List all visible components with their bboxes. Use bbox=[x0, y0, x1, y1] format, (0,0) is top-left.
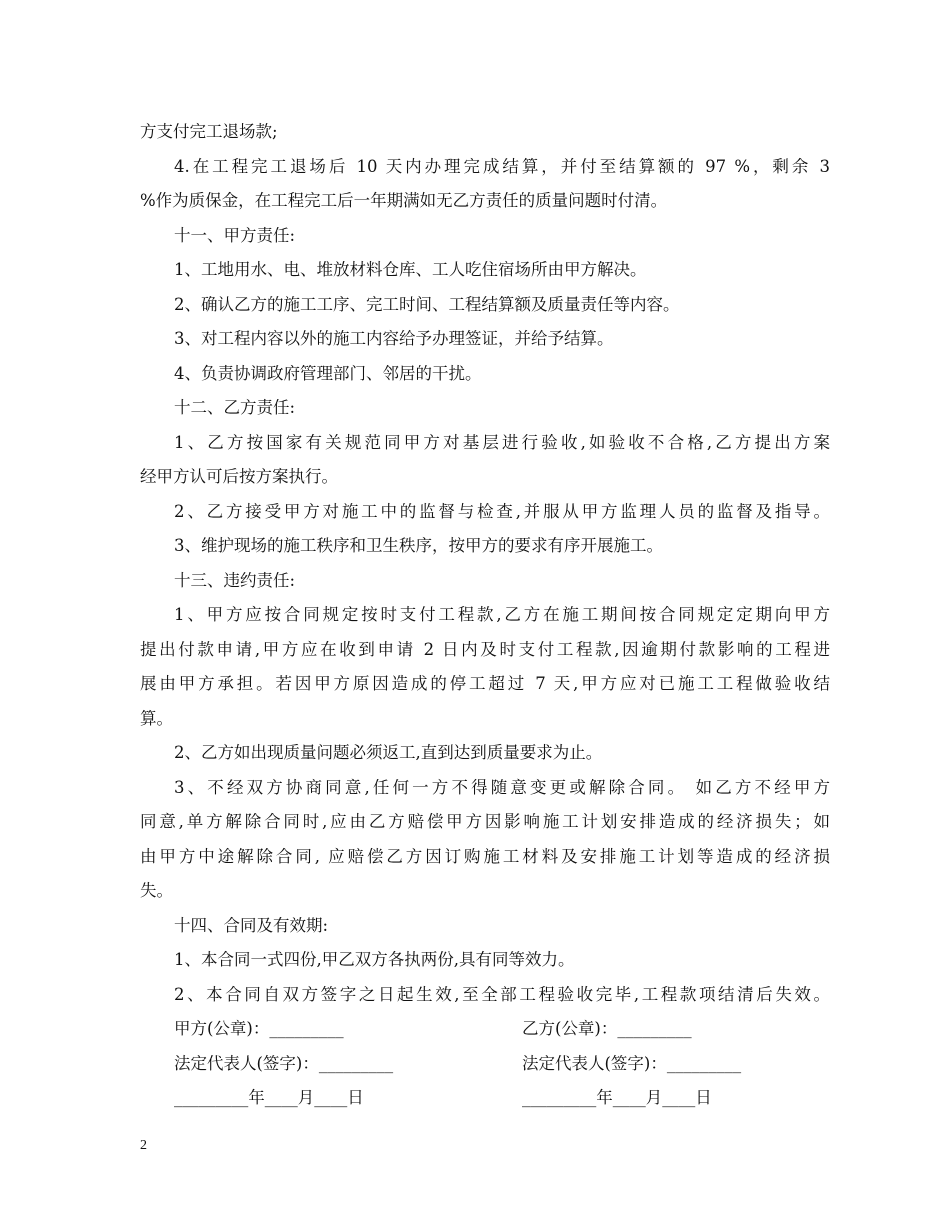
text-line: 十二、乙方责任: bbox=[174, 398, 296, 417]
text-line: 失。 bbox=[140, 881, 173, 900]
text-line: 2、确认乙方的施工工序、完工时间、工程结算额及质量责任等内容。 bbox=[174, 294, 680, 314]
text-line: 1、工地用水、电、堆放材料仓库、工人吃住宿场所由甲方解决。 bbox=[174, 260, 647, 279]
text-line: 1、乙方按国家有关规范同甲方对基层进行验收,如验收不合格,乙方提出方案 bbox=[174, 432, 830, 452]
party-b-representative-field: 法定代表人(签字)：_________ bbox=[522, 1053, 742, 1073]
text-line: 3、维护现场的施工秩序和卫生秩序，按甲方的要求有序开展施工。 bbox=[174, 536, 663, 555]
party-a-representative-field: 法定代表人(签字)：_________ bbox=[174, 1053, 394, 1073]
text-line: 十四、合同及有效期: bbox=[174, 915, 329, 935]
text-line: 1、本合同一式四份,甲乙双方各执两份,具有同等效力。 bbox=[174, 950, 575, 969]
text-line: 3、不经双方协商同意,任何一方不得随意变更或解除合同。 如乙方不经甲方 bbox=[174, 777, 830, 797]
text-line: 4.在工程完工退场后 10 天内办理完成结算，并付至结算额的 97 %，剩余 3 bbox=[174, 156, 830, 176]
party-a-date-field: _________年____月____日 bbox=[174, 1088, 364, 1107]
text-line: 2、乙方接受甲方对施工中的监督与检查,并服从甲方监理人员的监督及指导。 bbox=[174, 501, 830, 521]
text-line: 2、本合同自双方签字之日起生效,至全部工程验收完毕,工程款项结清后失效。 bbox=[174, 984, 830, 1004]
text-line: 2、乙方如出现质量问题必须返工,直到达到质量要求为止。 bbox=[174, 743, 603, 762]
text-line: 提出付款申请,甲方应在收到申请 2 日内及时支付工程款,因逾期付款影响的工程进 bbox=[140, 639, 830, 659]
text-line: 3、对工程内容以外的施工内容给予办理签证，并给予结算。 bbox=[174, 329, 614, 348]
text-line: 展由甲方承担。若因甲方原因造成的停工超过 7 天,甲方应对已施工工程做验收结 bbox=[140, 674, 830, 693]
document-page bbox=[140, 115, 830, 1116]
signature-row-date bbox=[140, 1081, 830, 1116]
party-b-seal-field: 乙方(公章)：_________ bbox=[522, 1019, 692, 1038]
text-line: 1、甲方应按合同规定按时支付工程款,乙方在施工期间按合同规定定期向甲方 bbox=[174, 605, 830, 624]
text-line: 由甲方中途解除合同, 应赔偿乙方因订购施工材料及安排施工计划等造成的经济损 bbox=[140, 846, 830, 866]
text-line: %作为质保金，在工程完工后一年期满如无乙方责任的质量问题时付清。 bbox=[140, 191, 668, 210]
signature-row-representative bbox=[140, 1047, 830, 1082]
text-line: 十一、甲方责任: bbox=[174, 225, 296, 245]
signature-row-seal bbox=[140, 1012, 830, 1047]
party-a-seal-field: 甲方(公章)：_________ bbox=[174, 1019, 344, 1038]
party-b-date-field: _________年____月____日 bbox=[522, 1088, 712, 1107]
text-line: 方支付完工退场款; bbox=[140, 122, 278, 141]
text-line: 同意,单方解除合同时,应由乙方赔偿甲方因影响施工计划安排造成的经济损失；如 bbox=[140, 812, 830, 831]
text-line: 经甲方认可后按方案执行。 bbox=[140, 467, 338, 486]
text-line: 算。 bbox=[140, 708, 173, 728]
text-line: 十三、违约责任: bbox=[174, 570, 296, 590]
contract-body bbox=[140, 115, 830, 1012]
page-number: 2 bbox=[140, 1138, 147, 1153]
text-line: 4、负责协调政府管理部门、邻居的干扰。 bbox=[174, 363, 482, 383]
